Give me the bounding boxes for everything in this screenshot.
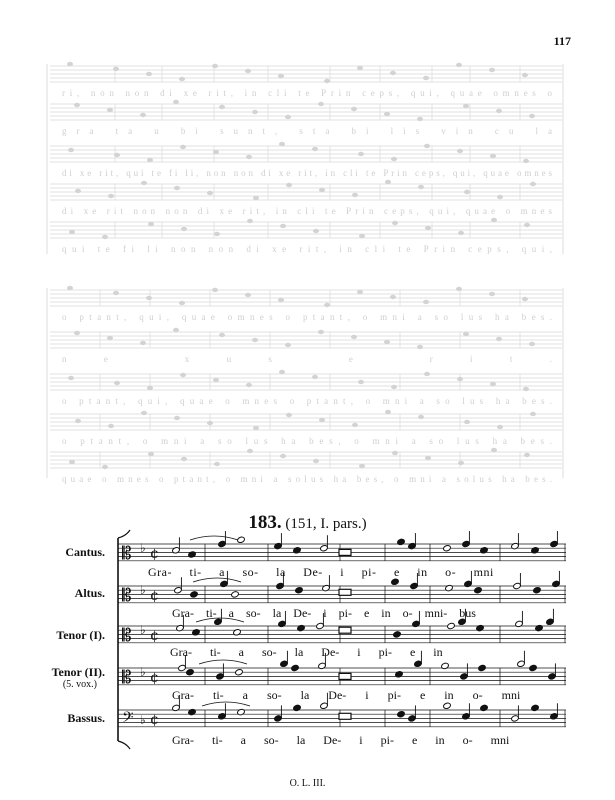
piece-number: 183. — [248, 512, 282, 533]
notehead — [188, 708, 197, 715]
notehead — [443, 702, 452, 709]
cut-time-icon: ¢ — [150, 546, 159, 562]
cut-time-icon: ¢ — [150, 588, 159, 604]
flat-icon: ♭ — [140, 713, 146, 727]
notehead — [297, 624, 306, 631]
faded-lyric-line: gra ta u bi sunt, sta bi lis vin cu la — [62, 126, 553, 136]
voice-label-bassus: Bassus. — [67, 711, 105, 725]
cut-time-icon: ¢ — [150, 628, 159, 644]
faded-lyric-line: ne xus e rit. — [62, 354, 552, 364]
notehead — [393, 631, 402, 638]
breve-note — [339, 713, 351, 719]
cut-time-icon: ¢ — [150, 670, 159, 686]
page-number: 117 — [553, 34, 571, 48]
notehead — [231, 591, 240, 598]
notehead — [480, 547, 489, 554]
lyrics-bassus: Gra- ti- a so- la De- i pi- e in o- mni — [172, 733, 510, 747]
bass-clef-icon: 𝄢 — [122, 709, 134, 730]
notehead — [529, 664, 538, 671]
notehead — [531, 704, 540, 711]
voice-label-tenor-2: Tenor (II). — [51, 665, 105, 679]
notehead — [235, 669, 244, 676]
notehead — [397, 711, 406, 718]
notehead — [478, 664, 487, 671]
notehead — [295, 587, 304, 594]
notehead — [233, 629, 242, 636]
notehead — [441, 662, 450, 669]
flat-icon: ♭ — [140, 623, 146, 637]
footer-signature: O. L. III. — [289, 778, 326, 789]
faded-lyric-line: ri, non non di xe rit, in cli te Prin ceps, qui, quae omnes o — [62, 88, 553, 98]
flat-icon: ♭ — [140, 541, 146, 555]
notehead — [443, 545, 452, 552]
c-clef-icon: 𝄡 — [122, 586, 132, 606]
piece-reference: (151, I. pars.) — [285, 516, 367, 532]
lyrics-cantus: Gra- ti- a so- la De- i pi- e in o- mni — [148, 565, 494, 579]
notehead — [397, 538, 406, 545]
notehead — [474, 587, 483, 594]
notehead — [291, 664, 300, 671]
notehead — [190, 591, 199, 598]
faded-lyric-line: o ptant, qui, quae o mnes o ptant, o mni a so lus ha bes. — [62, 396, 552, 406]
notehead — [293, 704, 302, 711]
faded-lyric-line: quae o mnes o ptant, o mni a solus ha bes, o mni a solus ha bes. — [62, 474, 552, 484]
c-clef-icon: 𝄡 — [122, 544, 132, 564]
notehead — [445, 584, 454, 591]
voice-label-altus: Altus. — [74, 586, 105, 600]
c-clef-icon: 𝄡 — [122, 668, 132, 688]
notehead — [531, 547, 540, 554]
notehead — [186, 669, 195, 676]
notehead — [480, 704, 489, 711]
faded-lyric-line: o ptant, o mni a so lus ha bes, o mni a so lus ha bes. — [62, 436, 552, 446]
lyrics-tenor-2: Gra- ti- a so- la De- i pi- e in o- mni — [172, 688, 521, 702]
faded-lyric-line: di xe rit non non di xe rit, in cli te Prin ceps, qui, quae o mnes — [62, 206, 553, 216]
notehead — [192, 629, 201, 636]
tie-slur — [190, 536, 238, 540]
notehead — [447, 622, 456, 629]
notehead — [535, 624, 544, 631]
breve-note — [339, 589, 351, 595]
faded-lyric-line: di xe rit, qui te fi li, non non di xe rit, in cli te Prin ceps, qui, quae omnes — [62, 168, 553, 178]
notehead — [188, 551, 197, 558]
notehead — [533, 587, 542, 594]
breve-note — [339, 673, 351, 679]
notehead — [395, 671, 404, 678]
notehead — [476, 624, 485, 631]
lyrics-altus: Gra- ti- a so- la De- i pi- e in o- mni- bus — [172, 606, 476, 620]
voice-label-cantus: Cantus. — [65, 545, 105, 559]
lyrics-tenor-1: Gra- ti- a so- la De- i pi- e in — [170, 645, 443, 659]
c-clef-icon: 𝄡 — [122, 626, 132, 646]
voice-label-tenor-1: Tenor (I). — [56, 628, 105, 642]
flat-icon: ♭ — [140, 665, 146, 679]
breve-note — [339, 627, 351, 633]
breve-note — [339, 549, 351, 555]
flat-icon: ♭ — [140, 583, 146, 597]
notehead — [237, 708, 246, 715]
notehead — [293, 547, 302, 554]
cut-time-icon: ¢ — [150, 712, 159, 728]
faded-lyric-line: qui te fi li non non di xe rit, in cli te Prin ceps, qui, — [62, 244, 552, 254]
voice-note-tenor-2: (5. vox.) — [62, 679, 97, 690]
faded-lyric-line: o ptant, qui, quae omnes o ptant, o mni a so lus ha bes. — [62, 312, 552, 322]
